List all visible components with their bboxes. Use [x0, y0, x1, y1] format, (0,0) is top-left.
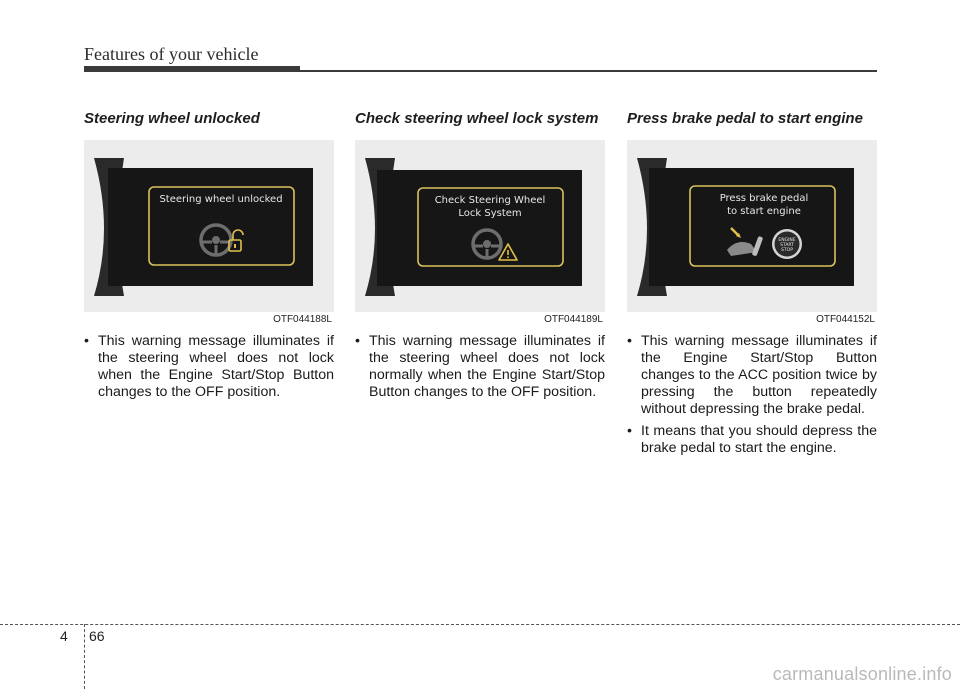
- bullet-list: [355, 333, 605, 401]
- figure-code: OTF044188L: [273, 314, 332, 325]
- bullet-item: • This warning message illuminates if the steering wheel does not lock normally when the Engine Start/Stop Button changes to the OFF position.: [355, 333, 605, 401]
- figure-code: OTF044189L: [544, 314, 603, 325]
- figure-code: OTF044152L: [816, 314, 875, 325]
- bullet-item: • This warning message illuminates if the steering wheel does not lock when the Engine Start/Stop Button changes to the OFF position.: [84, 333, 334, 401]
- screen-message-line2: to start engine: [727, 206, 801, 217]
- bullet-item: • This warning message illuminates if the Engine Start/Stop Button changes to the ACC position twice by pressing the button repeatedly without depressing the brake pedal.: [627, 333, 877, 418]
- page-number: 66: [89, 628, 105, 644]
- bullet-list: [627, 333, 877, 457]
- footer-divider: [84, 624, 85, 689]
- page-header-title: Features of your vehicle: [84, 44, 259, 64]
- watermark: carmanualsonline.info: [772, 664, 952, 684]
- screen-message-line1: Check Steering Wheel: [434, 195, 546, 206]
- screen-message-line1: Press brake pedal: [719, 193, 809, 204]
- chapter-number: 4: [60, 628, 68, 644]
- header-rule: [84, 70, 877, 72]
- cluster-figure: [84, 140, 334, 325]
- bullet-list: [84, 333, 334, 401]
- screen-message-line2: Lock System: [458, 208, 522, 219]
- cluster-figure: [627, 140, 877, 325]
- button-label-engine: ENGINE: [778, 238, 796, 243]
- section-check-steering-lock: [355, 111, 605, 406]
- screen-message: Steering wheel unlocked: [159, 194, 283, 205]
- cluster-figure: [355, 140, 605, 325]
- section-title: Press brake pedal to start engine: [627, 110, 863, 127]
- section-steering-unlocked: [84, 111, 334, 406]
- section-press-brake: [627, 111, 877, 462]
- cluster-display-illustration: [84, 140, 334, 312]
- engine-start-stop-button-icon: [772, 229, 802, 259]
- cluster-display-illustration: [627, 140, 877, 312]
- button-label-stop: STOP: [781, 248, 793, 253]
- footer-rule: [0, 624, 960, 625]
- cluster-display-illustration: [355, 140, 605, 312]
- bullet-item: • It means that you should depress the brake pedal to start the engine.: [627, 423, 877, 457]
- section-title: Check steering wheel lock system: [355, 110, 599, 127]
- button-label-start: START: [780, 243, 794, 248]
- section-title: Steering wheel unlocked: [84, 110, 260, 127]
